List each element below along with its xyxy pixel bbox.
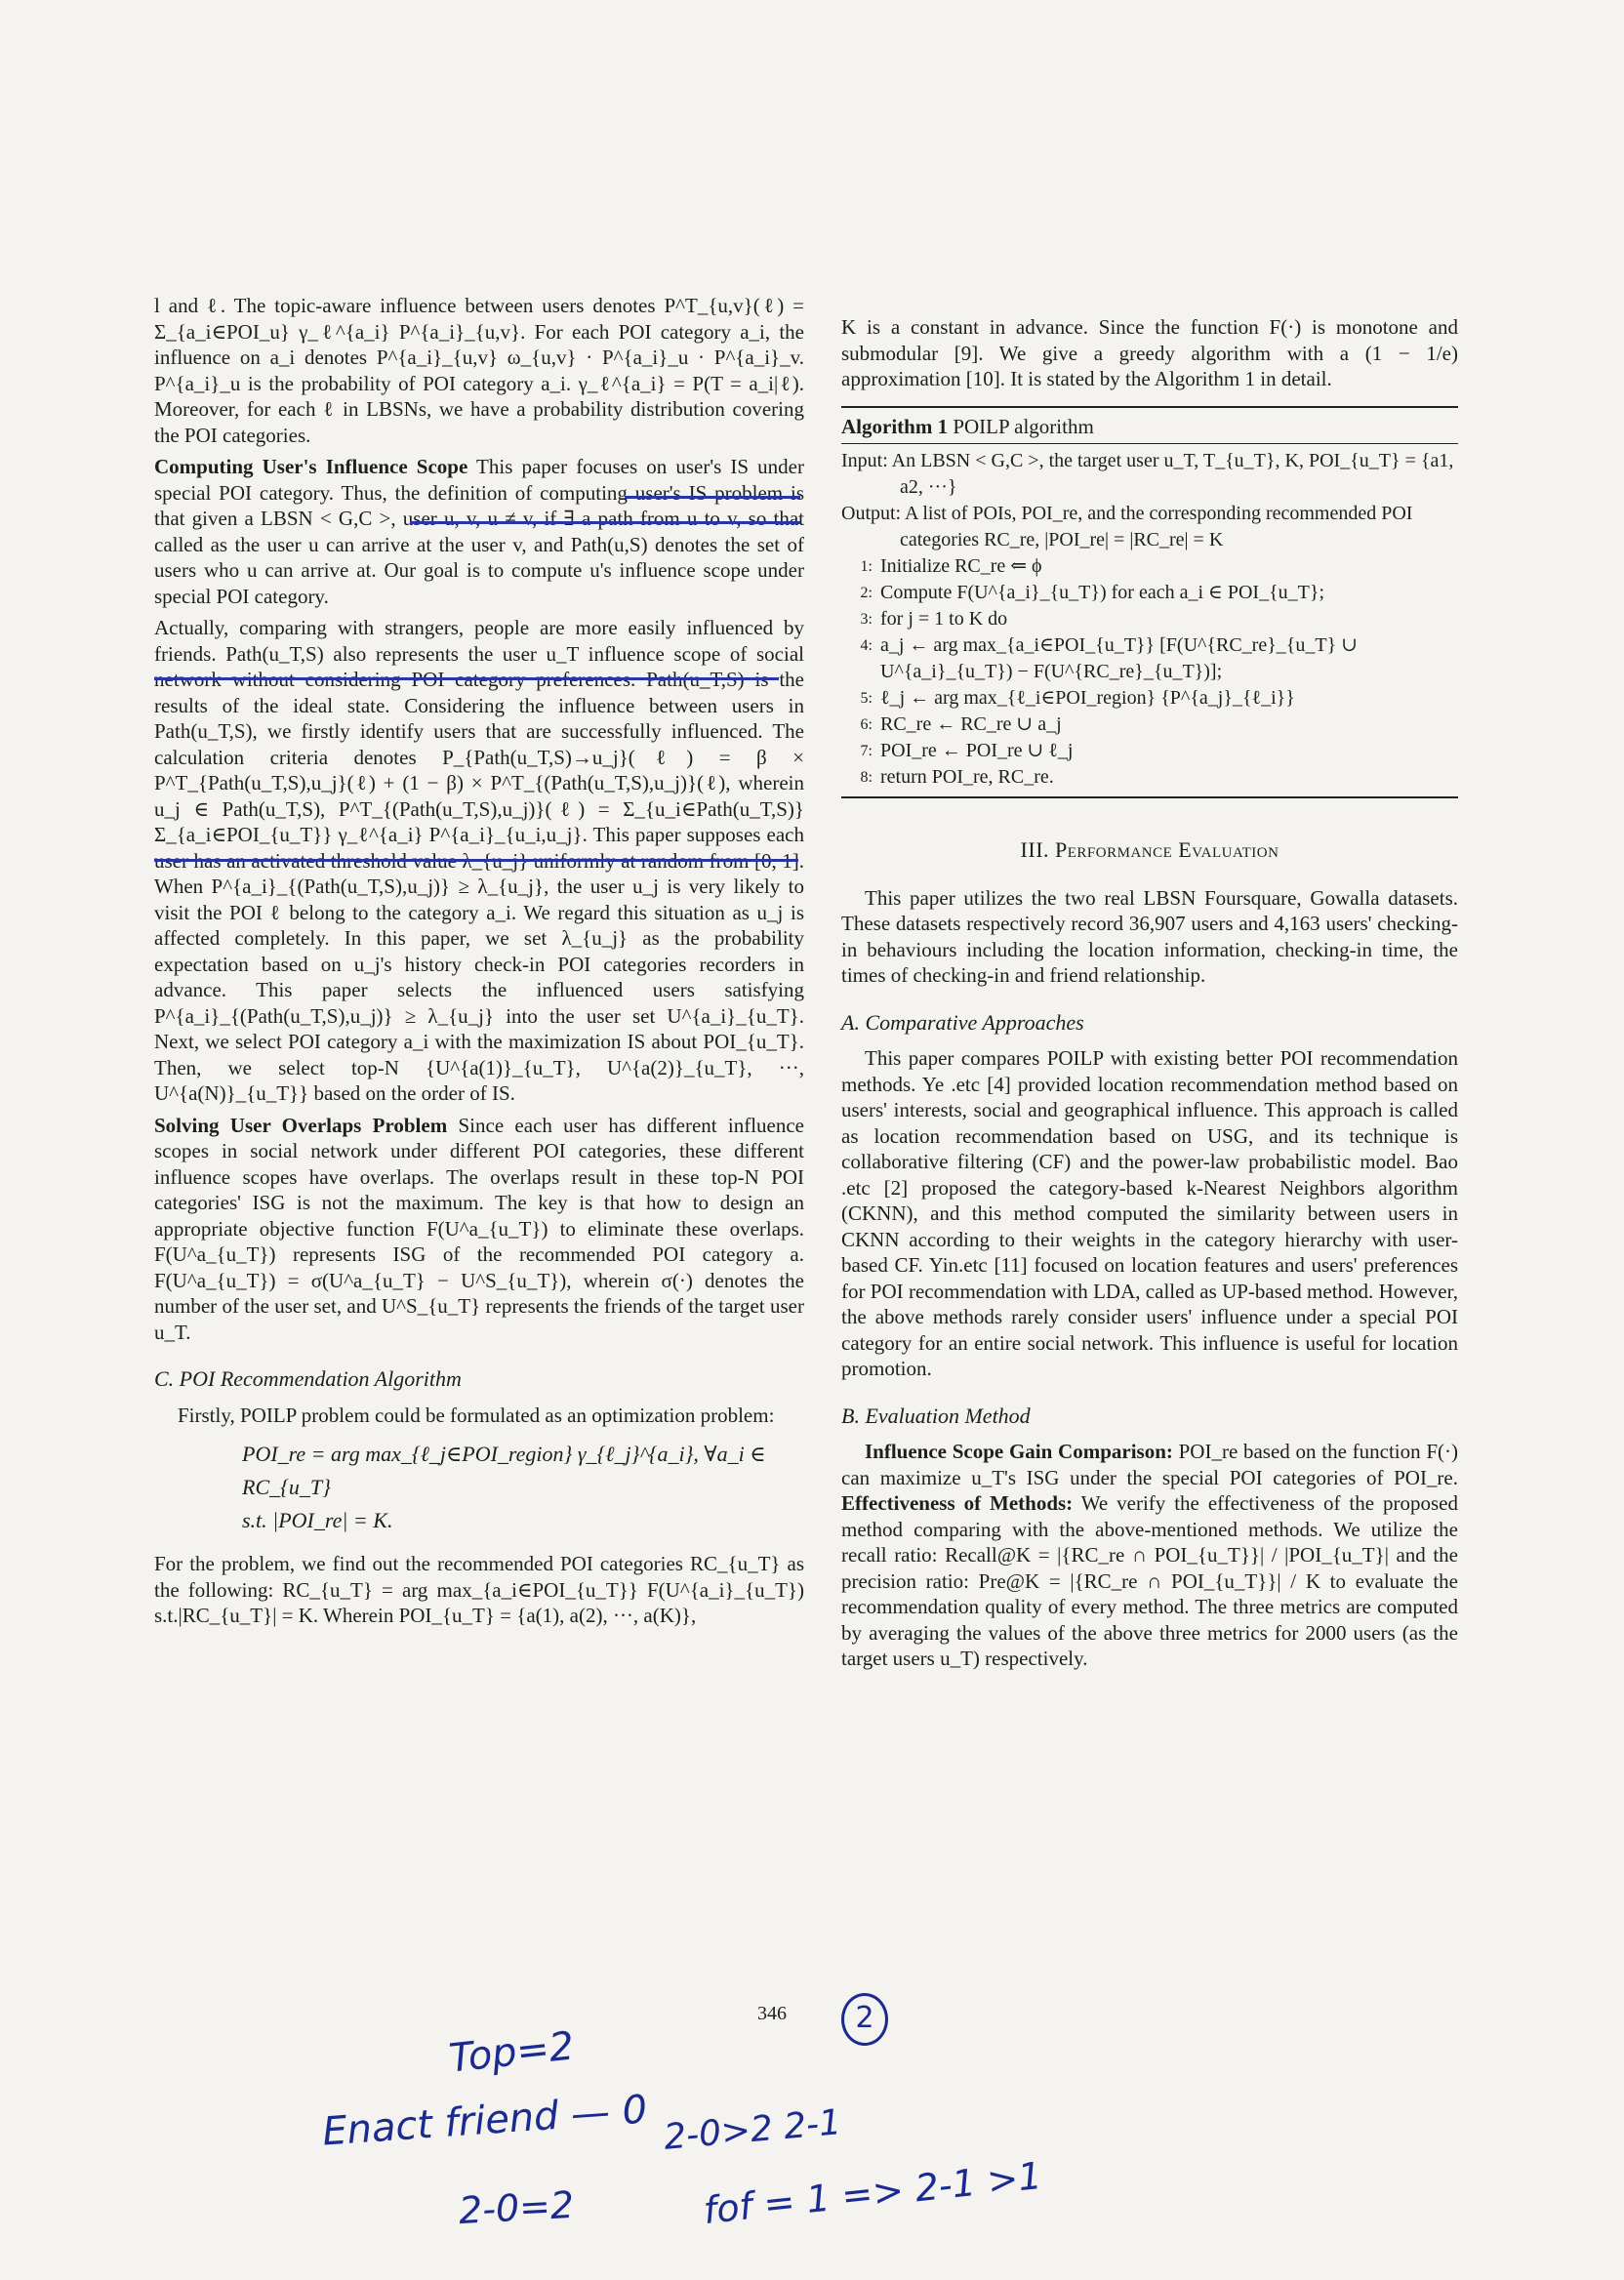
algorithm-line bbox=[841, 606, 1458, 632]
effectiveness-text: We verify the effectiveness of the proposed method comparing with the above-mentioned methods. We utilize the recall ratio: Recall@K = |{RC_re ∩ POI_{u_T}}| / |POI_{u_T}| and the precision ratio: Pre@K = |{RC_re ∩ POI_{u_T}}| / K to evaluate the recommendation quality of every method. The three metrics are computed by averaging the values of the above three metrics for 2000 users (as the target users u_T) respectively. bbox=[841, 1491, 1458, 1670]
influence-scope-text: This paper focuses on user's IS under special POI category. Thus, the definition of computing user's IS problem is that given a LBSN < G,C >, user u, v, u ≠ v, if ∃ a path from u to v, so that called as the user u can arrive at the user v, and Path(u,S) denotes the set of users who u can arrive at. Our goal is to compute u's influence scope under special POI category. bbox=[154, 455, 804, 608]
compare-paragraph: This paper compares POILP with existing better POI recommendation methods. Ye .etc [4] provided location recommendation method based on users' interests, social and geographical influence. This approach is called as location recommendation based on USG, and its technique is collaborative filtering (CF) and the power-law probabilistic model. Bao .etc [2] proposed the category-based k-Nearest Neighbors algorithm (CKNN), and this method computed the similarity between users in CKNN according to their weights in the category hierarchy with user-based CF. Yin.etc [11] focused on location features and users' preferences for POI recommendation with LDA, called as UP-based method. However, the above methods rarely consider users' influence under a special POI category for an entire social network. This influence is useful for location promotion. bbox=[841, 1046, 1458, 1380]
influence-scope-heading: Computing User's Influence Scope bbox=[154, 455, 468, 478]
line-number: 6: bbox=[860, 716, 873, 733]
line-text: return POI_re, RC_re. bbox=[880, 766, 1054, 788]
circled-number: 2 bbox=[841, 1993, 888, 2046]
handwritten-calc-1: 2-0>2 2-1 bbox=[662, 2102, 843, 2158]
algorithm-line bbox=[841, 764, 1458, 791]
datasets-paragraph: This paper utilizes the two real LBSN Foursquare, Gowalla datasets. These datasets respectively record 36,907 users and 4,163 users' checking-in behaviours including the location information, checking-in time, the times of checking-in and friend relationship. bbox=[841, 885, 1458, 987]
algorithm-line bbox=[841, 580, 1458, 606]
handwritten-top: Top=2 bbox=[446, 2023, 577, 2082]
algorithm-title bbox=[841, 410, 1458, 445]
line-number: 2: bbox=[860, 585, 873, 601]
handwritten-calc-2: 2-0=2 bbox=[457, 2182, 576, 2233]
section-c-heading: C. POI Recommendation Algorithm bbox=[154, 1366, 462, 1391]
line-text: a_j ← arg max_{a_i∈POI_{u_T}} [F(U^{RC_re}_{u_T} ∪ U^{a_i}_{u_T}) − F(U^{RC_re}_{u_T})]; bbox=[880, 634, 1358, 682]
pen-underline bbox=[625, 496, 800, 499]
handwritten-calc-3: fof = 1 => 2-1 >1 bbox=[701, 2153, 1044, 2233]
overlaps-paragraph bbox=[154, 1113, 804, 1346]
evaluation-paragraph bbox=[841, 1439, 1458, 1672]
algorithm-line bbox=[841, 685, 1458, 712]
handwritten-friend: Enact friend — 0 bbox=[320, 2087, 649, 2155]
line-number: 3: bbox=[860, 611, 873, 628]
k-constant-paragraph: K is a constant in advance. Since the function F(·) is monotone and submodular [9]. We give a greedy algorithm with a (1 − 1/e) approximation [10]. It is stated by the Algorithm 1 in detail. bbox=[841, 315, 1458, 390]
algorithm-input: Input: An LBSN < G,C >, the target user u_T, T_{u_T}, K, POI_{u_T} = {a1, a2, ···} bbox=[841, 450, 1454, 498]
line-text: Initialize RC_re ⇐ ϕ bbox=[880, 555, 1042, 577]
line-number: 5: bbox=[860, 690, 873, 707]
intro-paragraph: l and ℓ. The topic-aware influence between users denotes P^T_{u,v}(ℓ) = Σ_{a_i∈POI_u} γ_ℓ^{a_i} P^{a_i}_{u,v}. For each POI category a_i, the influence on a_i denotes P^{a_i}_{u,v} ω_{u,v} · P^{a_i}_u · P^{a_i}_v. P^{a_i}_u is the probability of POI category a_i. γ_ℓ^{a_i} = P(T = a_i|ℓ). Moreover, for each ℓ in LBSNs, we have a probability distribution covering the POI categories. bbox=[154, 294, 804, 447]
algorithm-name: POILP algorithm bbox=[953, 414, 1094, 438]
line-number: 8: bbox=[860, 769, 873, 786]
section-iii-heading: III. Performance Evaluation bbox=[1020, 837, 1279, 862]
algorithm-box bbox=[841, 406, 1458, 799]
left-column bbox=[154, 293, 804, 1635]
equation-line-1: POI_re = arg max_{ℓ_j∈POI_region} γ_{ℓ_j}^{a_i}, ∀a_i ∈ RC_{u_T} bbox=[242, 1442, 766, 1499]
line-number: 1: bbox=[860, 558, 873, 575]
influence-scope-paragraph bbox=[154, 454, 804, 609]
isg-text: POI_re based on the function F(·) can maximize u_T's ISG under the special POI categories of POI_re. bbox=[841, 1440, 1459, 1489]
line-text: Compute F(U^{a_i}_{u_T}) for each a_i ∈ POI_{u_T}; bbox=[880, 582, 1325, 603]
section-b-heading: B. Evaluation Method bbox=[841, 1403, 1031, 1428]
overlaps-heading: Solving User Overlaps Problem bbox=[154, 1113, 448, 1137]
pen-underline bbox=[154, 677, 779, 680]
equation-line-2: s.t. |POI_re| = K. bbox=[242, 1508, 393, 1532]
for-problem-paragraph: For the problem, we find out the recommended POI categories RC_{u_T} as the following: RC_{u_T} = arg max_{a_i∈POI_{u_T}} F(U^{a_i}_{u_T}) s.t.|RC_{u_T}| = K. Wherein POI_{u_T} = {a(1), a(2), ···, a(K)}, bbox=[154, 1552, 804, 1627]
optimization-equation bbox=[242, 1438, 804, 1537]
page-number: 346 bbox=[757, 2003, 787, 2024]
line-text: for j = 1 to K do bbox=[880, 608, 1008, 630]
algorithm-line bbox=[841, 632, 1458, 685]
isg-heading: Influence Scope Gain Comparison: bbox=[865, 1440, 1173, 1463]
line-number: 4: bbox=[860, 637, 873, 654]
line-text: POI_re ← POI_re ∪ ℓ_j bbox=[880, 740, 1074, 761]
algorithm-label: Algorithm 1 bbox=[841, 414, 949, 438]
algorithm-line bbox=[841, 553, 1458, 580]
actually-paragraph: Actually, comparing with strangers, people are more easily influenced by friends. Path(u_T,S) also represents the user u_T influence scope of social network without considering POI category preferences. Path(u_T,S) is the results of the ideal state. Considering the influence between users in Path(u_T,S), we firstly identify users that are successfully influenced. The calculation criteria denotes P_{Path(u_T,S)→u_j}(ℓ) = β × P^T_{Path(u_T,S),u_j}(ℓ) + (1 − β) × P^T_{(Path(u_T,S),u_j)}(ℓ), wherein u_j ∈ Path(u_T,S), P^T_{(Path(u_T,S),u_j)}(ℓ) = Σ_{u_i∈Path(u_T,S)} Σ_{a_i∈POI_{u_T}} γ_ℓ^{a_i} P^{a_i}_{u_i,u_j}. This paper supposes each user has an activated threshold value λ_{u_j} uniformly at random from [0, 1]. When P^{a_i}_{(Path(u_T,S),u_j)} ≥ λ_{u_j}, the user u_j is very likely to visit the POI ℓ belong to the category a_i. We regard this situation as u_j is affected completely. In this paper, we set λ_{u_j} as the probability expectation based on u_j's history check-in POI categories recorders in advance. This paper selects the influenced users satisfying P^{a_i}_{(Path(u_T,S),u_j)} ≥ λ_{u_j} into the user set U^{a_i}_{u_T}. Next, we select POI category a_i with the maximization IS about POI_{u_T}. Then, we select top-N {U^{a(1)}_{u_T}, U^{a(2)}_{u_T}, ···, U^{a(N)}_{u_T}} based on the order of IS. bbox=[154, 616, 804, 1105]
firstly-paragraph: Firstly, POILP problem could be formulated as an optimization problem: bbox=[178, 1403, 775, 1427]
line-number: 7: bbox=[860, 743, 873, 759]
line-text: ℓ_j ← arg max_{ℓ_i∈POI_region} {P^{a_j}_{ℓ_i}} bbox=[880, 687, 1295, 709]
algorithm-line bbox=[841, 738, 1458, 764]
effectiveness-heading: Effectiveness of Methods: bbox=[841, 1491, 1074, 1515]
algorithm-output: Output: A list of POIs, POI_re, and the corresponding recommended POI categories RC_re, |POI_re| = |RC_re| = K bbox=[841, 503, 1413, 550]
section-a-heading: A. Comparative Approaches bbox=[841, 1009, 1084, 1035]
right-column bbox=[841, 314, 1458, 1678]
line-text: RC_re ← RC_re ∪ a_j bbox=[880, 713, 1062, 735]
overlaps-text: Since each user has different influence scopes in social network under different POI categories, these different influence scopes have overlaps. The overlaps result in these top-N POI categories' ISG is not the maximum. The key is that how to design an appropriate objective function F(U^a_{u_T}) to eliminate these overlaps. F(U^a_{u_T}) represents ISG of the recommended POI category a. F(U^a_{u_T}) = σ(U^a_{u_T} − U^S_{u_T}), wherein σ(·) denotes the number of the user set, and U^S_{u_T} represents the friends of the target user u_T. bbox=[154, 1113, 805, 1344]
algorithm-line bbox=[841, 712, 1458, 738]
pen-underline bbox=[410, 521, 800, 524]
pen-underline bbox=[154, 859, 798, 862]
